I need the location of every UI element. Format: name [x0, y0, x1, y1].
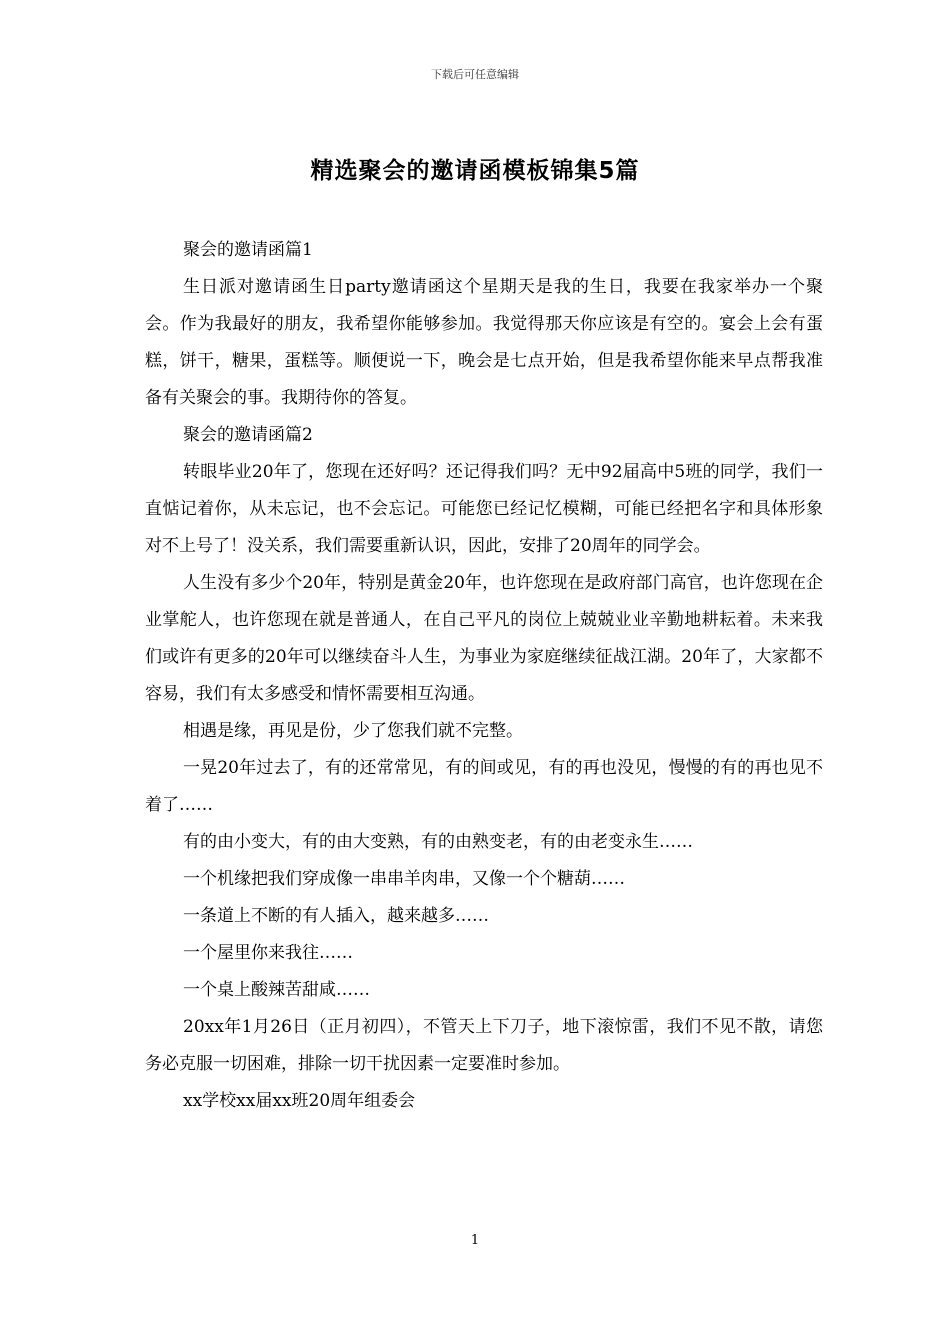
page-number: 1 [470, 1233, 480, 1248]
paragraph-fate: 相遇是缘，再见是份，少了您我们就不完整。 [183, 721, 523, 741]
paragraph-birthday-invitation: 生日派对邀请函生日party邀请函这个星期天是我的生日，我要在我家举办一个聚会。作为我最好的朋友，我希望你能够参加。我觉得那天你应该是有空的。宴会上会有蛋糕，饼干，糖果，蛋糕等。顺便说一下，晚会是七点开始，但是我希望你能来早点帮我准备有关聚会的事。我期待你的答复。 [145, 277, 823, 408]
paragraph-skewer: 一个机缘把我们穿成像一串串羊肉串，又像一个个糖葫…… [183, 869, 625, 889]
section-heading-1: 聚会的邀请函篇1 [183, 240, 313, 260]
paragraph-date-notice: 20xx年1月26日（正月初四），不管天上下刀子，地下滚惊雷，我们不见不散，请您务必克服一切困难，排除一切干扰因素一定要准时参加。 [145, 1017, 823, 1074]
paragraph-changes: 有的由小变大，有的由大变熟，有的由熟变老，有的由老变永生…… [183, 832, 693, 852]
section-heading-2: 聚会的邀请函篇2 [183, 425, 313, 445]
paragraph-twenty-years: 人生没有多少个20年，特别是黄金20年，也许您现在是政府部门高官，也许您现在企业掌舵人，也许您现在就是普通人，在自己平凡的岗位上兢兢业业辛勤地耕耘着。未来我们或许有更多的20年可以继续奋斗人生，为事业为家庭继续征战江湖。20年了，大家都不容易，我们有太多感受和情怀需要相互沟通。 [145, 573, 823, 704]
paragraph-road: 一条道上不断的有人插入，越来越多…… [183, 906, 489, 926]
paragraph-reunion-intro: 转眼毕业20年了，您现在还好吗？还记得我们吗？无中92届高中5班的同学，我们一直惦记着你，从未忘记，也不会忘记。可能您已经记忆模糊，可能已经把名字和具体形象对不上号了！没关系，我们需要重新认识，因此，安排了20周年的同学会。 [145, 462, 823, 556]
document-body [145, 232, 823, 1120]
paragraph-time-passed: 一晃20年过去了，有的还常常见，有的间或见，有的再也没见，慢慢的有的再也见不着了…… [145, 758, 823, 815]
paragraph-room: 一个屋里你来我往…… [183, 943, 353, 963]
signature-committee: xx学校xx届xx班20周年组委会 [183, 1091, 416, 1111]
header-note: 下载后可任意编辑 [431, 68, 519, 81]
document-title: 精选聚会的邀请函模板锦集5篇 [310, 158, 640, 184]
paragraph-table: 一个桌上酸辣苦甜咸…… [183, 980, 370, 1000]
